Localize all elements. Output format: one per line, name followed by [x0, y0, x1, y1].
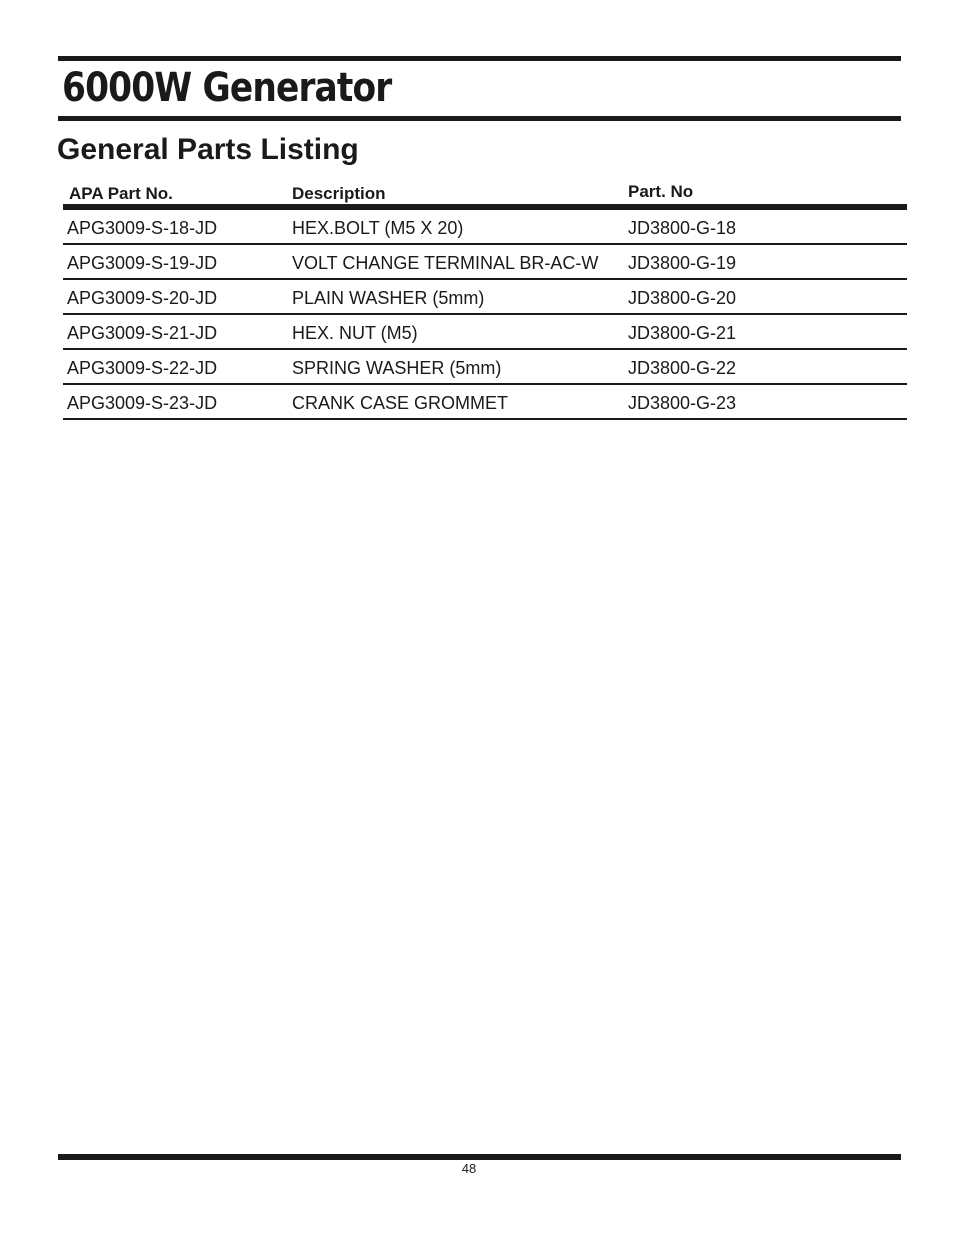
section-title: General Parts Listing — [57, 133, 359, 166]
description-cell: SPRING WASHER (5mm) — [292, 358, 502, 378]
part-number-cell: JD3800-G-23 — [628, 393, 737, 413]
part-number-cell: JD3800-G-22 — [628, 358, 737, 378]
table-row — [63, 385, 907, 420]
description-cell: PLAIN WASHER (5mm) — [292, 288, 485, 308]
document-title: 6000W Generator — [62, 65, 392, 111]
description-cell: HEX.BOLT (M5 X 20) — [292, 218, 464, 238]
description-cell: VOLT CHANGE TERMINAL BR-AC-W — [292, 253, 599, 273]
apa-part-number-cell: APG3009-S-23-JD — [67, 393, 218, 413]
table-row — [63, 210, 907, 245]
description-cell: CRANK CASE GROMMET — [292, 393, 509, 413]
part-number-cell: JD3800-G-18 — [628, 218, 737, 238]
part-number-cell: JD3800-G-20 — [628, 288, 737, 308]
apa-part-number-cell: APG3009-S-18-JD — [67, 218, 218, 238]
footer-rule — [58, 1154, 901, 1160]
part-number-cell: JD3800-G-19 — [628, 253, 737, 273]
header-bottom-rule — [58, 116, 901, 121]
table-row — [63, 350, 907, 385]
column-header-description: Description — [292, 184, 386, 203]
table-header — [63, 176, 907, 210]
table-row — [63, 280, 907, 315]
header-top-rule — [58, 56, 901, 61]
apa-part-number-cell: APG3009-S-19-JD — [67, 253, 218, 273]
description-cell: HEX. NUT (M5) — [292, 323, 418, 343]
apa-part-number-cell: APG3009-S-21-JD — [67, 323, 218, 343]
parts-table — [63, 176, 907, 420]
table-row — [63, 315, 907, 350]
part-number-cell: JD3800-G-21 — [628, 323, 737, 343]
apa-part-number-cell: APG3009-S-22-JD — [67, 358, 218, 378]
column-header-part-no: Part. No — [628, 182, 694, 201]
column-header-apa-part-no: APA Part No. — [69, 184, 173, 203]
table-row — [63, 245, 907, 280]
apa-part-number-cell: APG3009-S-20-JD — [67, 288, 218, 308]
page-number: 48 — [461, 1161, 477, 1176]
